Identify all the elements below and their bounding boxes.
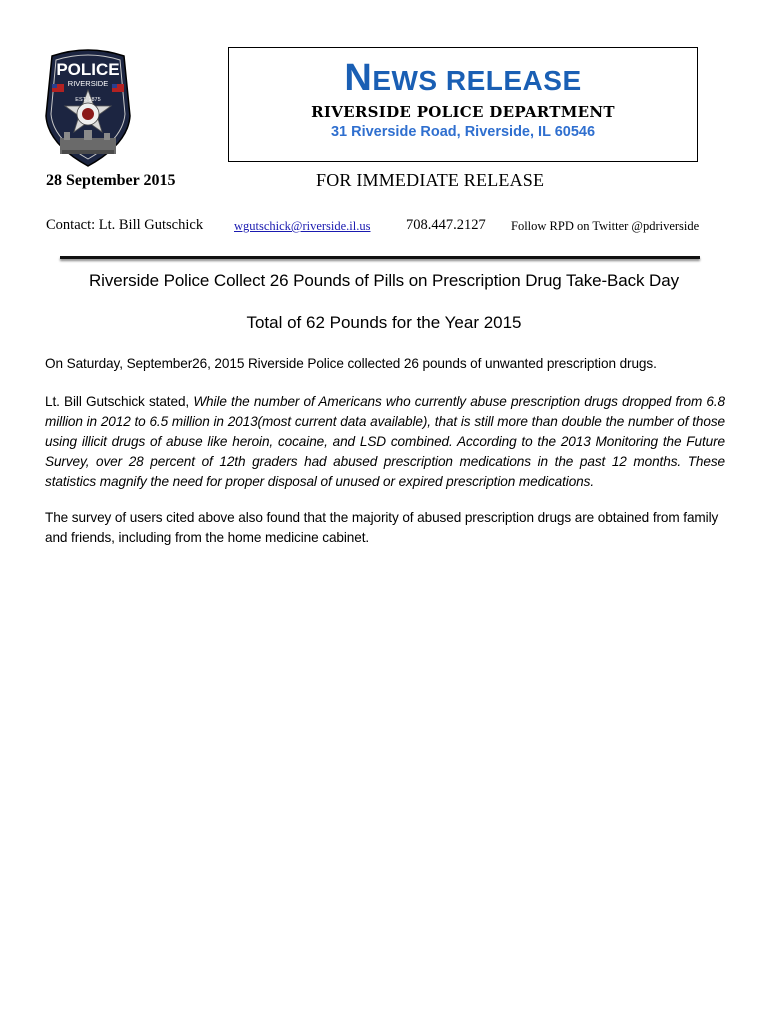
svg-text:POLICE: POLICE — [56, 60, 120, 79]
headline: Riverside Police Collect 26 Pounds of Pills on Prescription Drug Take-Back Day — [89, 271, 679, 290]
paragraph-2-quote: While the number of Americans who currently abuse prescription drugs dropped from 6.8 million in 2012 to 6.5 million in 2013(most current data available), that is still more than double the number of those using illicit drugs of abuse like heroin, cocaine, and LSD combined. According to the 2013 Monitoring the Future Survey, over 28 percent of 12th graders had abused prescription medications in the past 12 months. These statistics magnify the need for proper disposal of unused or expired prescription medications. — [45, 394, 725, 489]
contact-label: Contact: Lt. Bill Gutschick — [46, 217, 204, 233]
paragraph-1: On Saturday, September26, 2015 Riverside Police collected 26 pounds of unwanted prescription drugs. — [45, 356, 657, 371]
svg-text:RIVERSIDE: RIVERSIDE — [67, 79, 109, 88]
header-divider — [60, 256, 700, 259]
title-initial: N — [344, 57, 373, 99]
svg-text:EST. 1875: EST. 1875 — [75, 97, 101, 103]
immediate-release-label: FOR IMMEDIATE RELEASE — [316, 170, 545, 190]
contact-email-link[interactable]: wgutschick@riverside.il.us — [234, 219, 371, 233]
contact-phone: 708.447.2127 — [406, 217, 486, 233]
department-name: RIVERSIDE POLICE DEPARTMENT — [311, 103, 615, 121]
paragraph-2-lead: Lt. Bill Gutschick stated, — [45, 394, 194, 409]
police-badge-logo — [44, 46, 132, 168]
news-release-title — [229, 57, 697, 99]
paragraph-3: The survey of users cited above also found that the majority of abused prescription drugs are obtained from family and friends, including from the home medicine cabinet. — [45, 510, 719, 545]
news-release-header — [228, 47, 698, 162]
title-rest: EWS RELEASE — [372, 65, 582, 96]
paragraph-2 — [45, 392, 725, 492]
department-address: 31 Riverside Road, Riverside, IL 60546 — [330, 124, 596, 140]
release-date: 28 September 2015 — [46, 172, 176, 189]
subheadline: Total of 62 Pounds for the Year 2015 — [246, 313, 522, 332]
twitter-follow: Follow RPD on Twitter @pdriverside — [511, 219, 700, 233]
